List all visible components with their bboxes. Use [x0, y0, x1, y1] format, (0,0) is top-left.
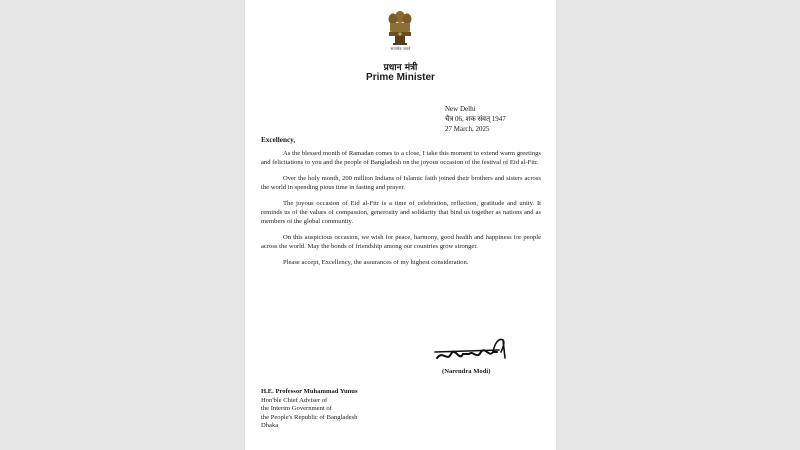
letterhead-title-hindi: प्रधान मंत्री [383, 63, 418, 73]
recipient-address [261, 388, 481, 431]
paragraph: The joyous occasion of Eid al-Fitr is a time of celebration, reflection, gratitude and unity. It reminds us of the values of compassion, generosity and solidarity that bind us together as nations and as members of the global community. [261, 200, 541, 225]
date-saka: चैत्र 06, शक संवत् 1947 [445, 115, 506, 123]
paragraph: As the blessed month of Ramadan comes to a close, I take this moment to extend warm greetings and felicitations to you and the people of Bangladesh on the joyous occasion of the festival of Eid al-Fitr. [261, 150, 541, 166]
recipient-line: Dhaka [261, 422, 279, 430]
recipient-line: Hon'ble Chief Adviser of [261, 396, 328, 404]
letter-body [261, 150, 541, 276]
national-emblem-icon [385, 10, 415, 46]
salutation: Excellency, [261, 136, 296, 144]
paragraph: Over the holy month, 200 million Indians of Islamic faith joined their brothers and sisters across the world in spending pious time in fasting and prayer. [261, 175, 541, 191]
recipient-line: the Interim Government of [261, 405, 332, 413]
handwritten-signature-icon [433, 332, 513, 366]
date-gregorian: 27 March, 2025 [445, 125, 490, 133]
letterhead-title-english: Prime Minister [366, 72, 435, 83]
emblem-motto: सत्यमेव जयते [390, 46, 411, 51]
recipient-line: the People's Republic of Bangladesh [261, 413, 358, 421]
letter-page [245, 0, 556, 450]
date-place: New Delhi [445, 105, 476, 113]
paragraph: Please accept, Excellency, the assurances of my highest consideration. [283, 259, 469, 267]
recipient-name: H.E. Professor Muhammad Yunus [261, 388, 358, 395]
signatory-name: (Narendra Modi) [442, 368, 491, 375]
paragraph: On this auspicious occasion, we wish for peace, harmony, good health and happiness for people across the world. May the bonds of friendship among our countries grow stronger. [261, 234, 541, 250]
date-block [445, 104, 545, 134]
